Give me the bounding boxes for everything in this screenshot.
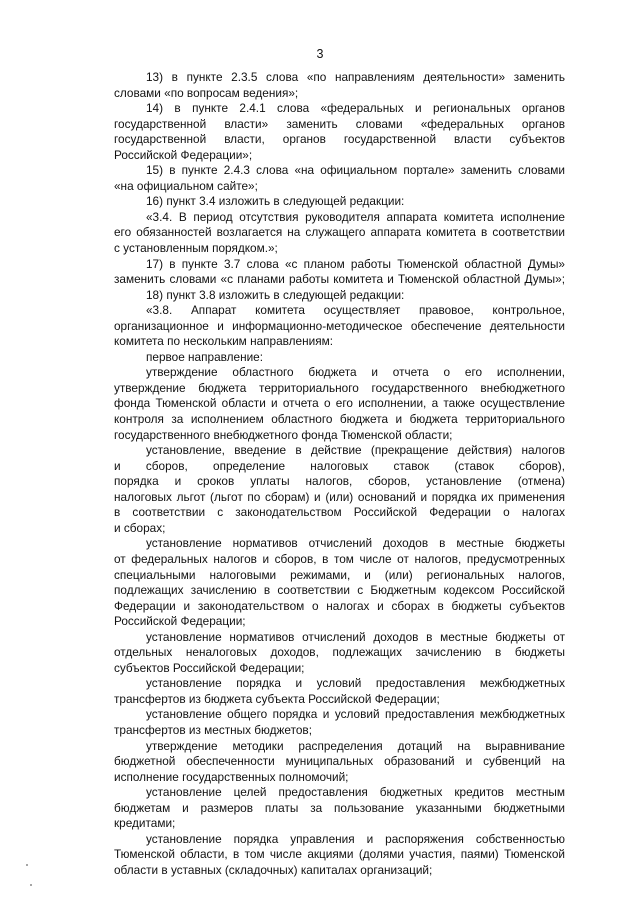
text-line: Российской Федерации»; — [114, 147, 253, 162]
text-line: 16) пункт 3.4 изложить в следующей редакции: — [146, 194, 405, 209]
text-line: отдельных неналоговых доходов, подлежащих зачислению в бюджеты — [114, 645, 565, 660]
text-line: с установленным порядком.»; — [114, 241, 278, 256]
text-line: государственного внебюджетного фонда Тюменской области; — [114, 427, 453, 442]
text-line: порядка и сроков уплаты налогов, сборов, установление (отмена) — [114, 474, 565, 489]
text-line: установление нормативов отчислений доходов в местные бюджеты от — [146, 629, 565, 644]
document-body — [114, 70, 565, 878]
text-line: комитета по нескольким направлениям: — [114, 334, 333, 349]
text-line: трансфертов из местных бюджетов; — [114, 722, 312, 737]
text-line: «3.4. В период отсутствия руководителя аппарата комитета исполнение — [146, 209, 565, 224]
text-line: заменить словами «с планами работы комитета и Тюменской областной Думы»; — [114, 272, 565, 287]
text-line: установление, введение в действие (прекращение действия) налогов — [146, 443, 565, 458]
text-line: области в уставных (складочных) капиталах организаций; — [114, 862, 433, 877]
text-line: фонда Тюменской области и отчета о его исполнении, а также осуществление — [114, 396, 565, 411]
text-line: установление порядка управления и распоряжения собственностью — [146, 831, 565, 846]
text-line: установление нормативов отчислений доходов в местные бюджеты — [146, 536, 565, 551]
text-line: 15) в пункте 2.4.3 слова «на официальном портале» заменить словами — [146, 163, 565, 178]
text-line: Российской Федерации; — [114, 614, 246, 629]
text-line: установление целей предоставления бюджетных кредитов местным — [146, 785, 565, 800]
text-line: 18) пункт 3.8 изложить в следующей редакции: — [146, 287, 405, 302]
text-line: налоговых льгот (льгот по сборам) и (или) оснований и порядка их применения — [114, 489, 565, 504]
scan-speck — [26, 864, 28, 866]
page-number: 3 — [316, 47, 324, 61]
text-line: Федерации и законодательством о налогах и сборах в бюджеты субъектов — [114, 598, 565, 613]
text-line: исполнение государственных полномочий; — [114, 769, 349, 784]
text-line: кредитами; — [114, 816, 176, 831]
text-line: Тюменской области, в том числе акциями (долями участия, паями) Тюменской — [114, 847, 565, 862]
text-line: «3.8. Аппарат комитета осуществляет правовое, контрольное, — [146, 303, 565, 318]
text-line: государственной власти, органов государственной власти субъектов — [114, 132, 565, 147]
text-line: государственной власти» заменить словами «федеральных органов — [114, 116, 565, 131]
text-line: и сборов, определение налоговых ставок (ставок сборов), — [114, 458, 565, 473]
text-line: утверждение областного бюджета и отчета о его исполнении, — [146, 365, 565, 380]
text-line: трансфертов из бюджета субъекта Российской Федерации; — [114, 691, 440, 706]
text-line: 13) в пункте 2.3.5 слова «по направлениям деятельности» заменить — [146, 70, 565, 84]
text-line: бюджетной обеспеченности муниципальных образований и субвенций на — [114, 754, 565, 769]
text-line: 14) в пункте 2.4.1 слова «федеральных и региональных органов — [146, 101, 565, 116]
scan-speck — [30, 884, 32, 886]
text-line: бюджетам и размеров платы за пользование указанными бюджетными — [114, 800, 565, 815]
text-line: от федеральных налогов и сборов, в том числе от налогов, предусмотренных — [114, 551, 565, 566]
text-line: первое направление: — [146, 349, 264, 364]
text-line: 17) в пункте 3.7 слова «с планом работы Тюменской областной Думы» — [146, 256, 565, 271]
text-line: подлежащих зачислению в соответствии с Бюджетным кодексом Российской — [114, 583, 565, 598]
text-line: утверждение методики распределения дотаций на выравнивание — [146, 738, 565, 753]
text-line: словами «по вопросам ведения»; — [114, 85, 299, 100]
text-line: установление общего порядка и условий предоставления межбюджетных — [146, 707, 565, 722]
text-line: «на официальном сайте»; — [114, 178, 258, 193]
text-line: организационное и информационно-методическое обеспечение деятельности — [114, 318, 565, 333]
text-line: утверждение бюджета территориального государственного внебюджетного — [114, 380, 565, 395]
text-line: его обязанностей возлагается на служащего аппарата комитета в соответствии — [114, 225, 565, 240]
text-line: установление порядка и условий предоставления межбюджетных — [146, 676, 565, 691]
text-line: и сборах; — [114, 520, 166, 535]
text-line: субъектов Российской Федерации; — [114, 660, 305, 675]
text-line: контроля за исполнением областного бюджета и бюджета территориального — [114, 412, 565, 427]
text-line: в соответствии с законодательством Российской Федерации о налогах — [114, 505, 565, 520]
text-line: специальными налоговыми режимами, и (или) региональных налогов, — [114, 567, 565, 582]
